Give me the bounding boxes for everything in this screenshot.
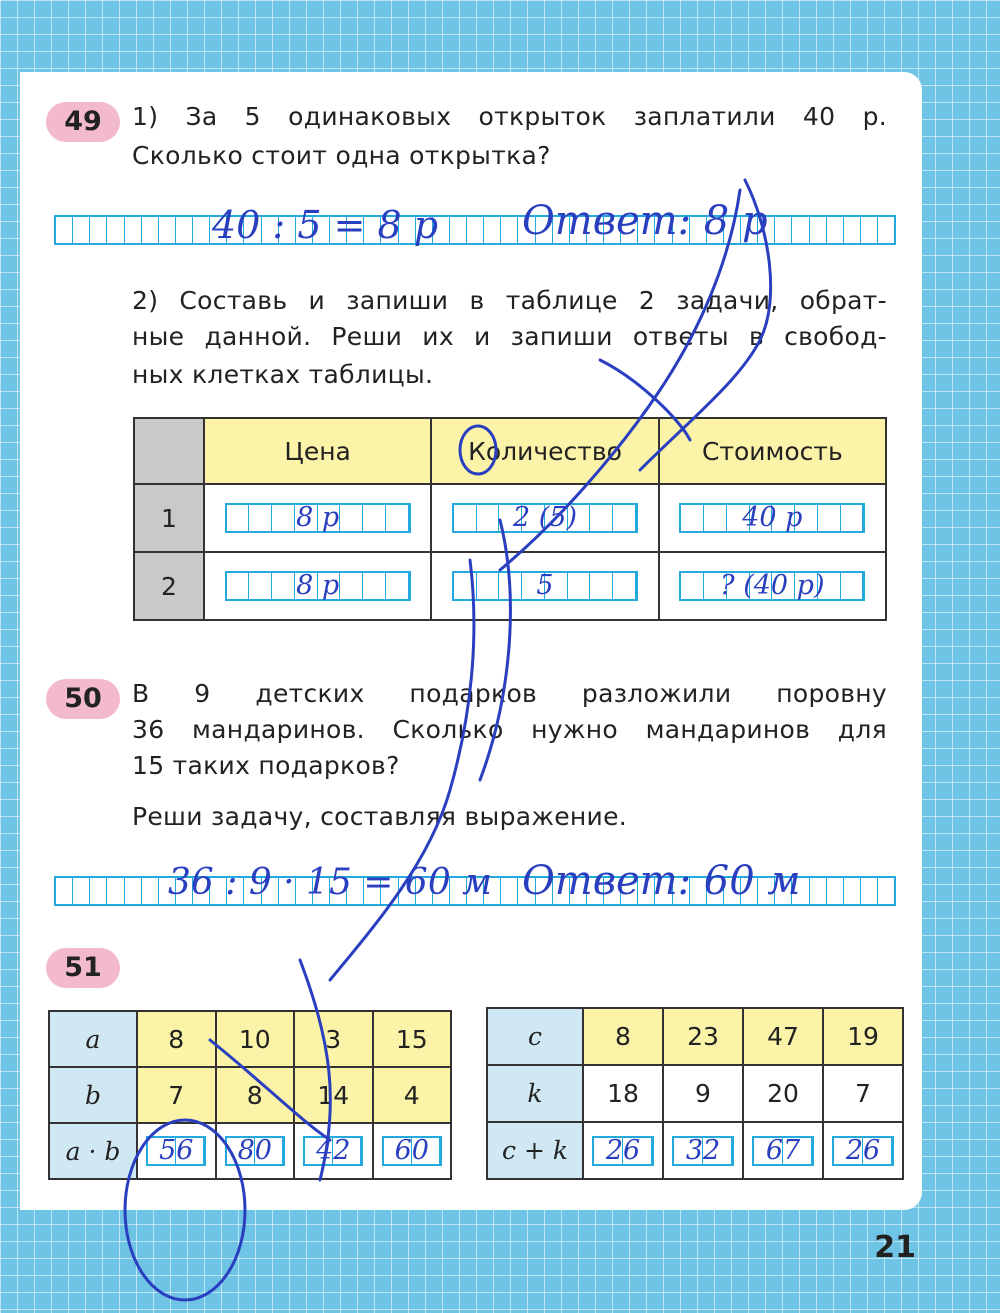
cell-ck[interactable]: [823, 1122, 903, 1179]
header-cost: Стоимость: [659, 418, 886, 484]
handwritten-value: 5: [536, 570, 554, 601]
cell-c: 47: [743, 1008, 823, 1065]
task-49-handwritten-answer: Ответ: 8 р: [522, 198, 768, 244]
task-50-line2: 36 мандаринов. Сколько нужно мандаринов для: [132, 715, 887, 744]
task-51-table-right: [486, 1007, 904, 1180]
task-50-badge: 50: [46, 679, 120, 719]
header-price: Цена: [204, 418, 431, 484]
cell-c: 19: [823, 1008, 903, 1065]
task-49-part2-line2: ные данной. Реши их и запиши ответы в свобод-: [132, 322, 887, 351]
task-50-handwritten-answer: Ответ: 60 м: [522, 858, 801, 904]
cell-c: 23: [663, 1008, 743, 1065]
header-quantity: Количество: [431, 418, 658, 484]
task-49-answer-strip[interactable]: [54, 215, 896, 245]
cell-ab[interactable]: [137, 1123, 216, 1179]
cell-cost[interactable]: [659, 552, 886, 620]
table-corner: [134, 418, 204, 484]
cell-a: 15: [373, 1011, 452, 1067]
handwritten-value: 67: [765, 1134, 801, 1166]
cell-a: 3: [294, 1011, 373, 1067]
cell-b: 14: [294, 1067, 373, 1123]
cell-ab[interactable]: [294, 1123, 373, 1179]
handwritten-value: 32: [685, 1134, 721, 1166]
row-label-ab: a · b: [49, 1123, 137, 1179]
cell-price[interactable]: [204, 484, 431, 552]
task-49-handwritten-solution: 40 : 5 = 8 р: [212, 203, 439, 247]
task-50-line3: 15 таких подарков?: [132, 751, 400, 780]
cell-c: 8: [583, 1008, 663, 1065]
handwritten-value: 42: [316, 1135, 351, 1166]
handwritten-value: 2 (5): [512, 502, 577, 533]
task-49-badge: 49: [46, 102, 120, 142]
cell-ab[interactable]: [373, 1123, 452, 1179]
handwritten-value: 80: [237, 1135, 272, 1166]
cell-quantity[interactable]: [431, 552, 658, 620]
row-label-b: b: [49, 1067, 137, 1123]
page-number: 21: [874, 1230, 916, 1265]
task-50-line4: Реши задачу, составляя выражение.: [132, 802, 627, 831]
handwritten-value: 56: [159, 1135, 194, 1166]
row-label: 2: [134, 552, 204, 620]
task-50-handwritten-solution: 36 : 9 · 15 = 60 м: [168, 862, 493, 903]
handwritten-value: 40 р: [742, 502, 803, 533]
cell-a: 10: [216, 1011, 295, 1067]
row-label-a: a: [49, 1011, 137, 1067]
cell-a: 8: [137, 1011, 216, 1067]
cell-ck[interactable]: [583, 1122, 663, 1179]
cell-k: 18: [583, 1065, 663, 1122]
task-49-part2-line1: 2) Составь и запиши в таблице 2 задачи, обрат-: [132, 286, 887, 315]
handwritten-value: 26: [845, 1134, 881, 1166]
cell-k: 9: [663, 1065, 743, 1122]
cell-ck[interactable]: [663, 1122, 743, 1179]
task-49-line2: Сколько стоит одна открытка?: [132, 141, 551, 170]
handwritten-value: 8 р: [296, 570, 340, 601]
cell-b: 4: [373, 1067, 452, 1123]
row-label-ck: c + k: [487, 1122, 583, 1179]
cell-k: 7: [823, 1065, 903, 1122]
cell-price[interactable]: [204, 552, 431, 620]
handwritten-value: 60: [394, 1135, 429, 1166]
task-49-part2-line3: ных клетках таблицы.: [132, 360, 434, 389]
cell-quantity[interactable]: [431, 484, 658, 552]
cell-b: 7: [137, 1067, 216, 1123]
handwritten-value: ? (40 р): [720, 570, 825, 601]
row-label-k: k: [487, 1065, 583, 1122]
task-51-table-left: [48, 1010, 452, 1180]
row-label-c: c: [487, 1008, 583, 1065]
handwritten-value: 26: [605, 1134, 641, 1166]
cell-ab[interactable]: [216, 1123, 295, 1179]
cell-k: 20: [743, 1065, 823, 1122]
row-label: 1: [134, 484, 204, 552]
task-50-line1: В 9 детских подарков разложили поровну: [132, 679, 887, 708]
cell-ck[interactable]: [743, 1122, 823, 1179]
handwritten-value: 8 р: [296, 502, 340, 533]
task-49-line1: 1) За 5 одинаковых открыток заплатили 40 р.: [132, 102, 887, 131]
task-51-badge: 51: [46, 948, 120, 988]
task-49-table: [133, 417, 887, 621]
cell-b: 8: [216, 1067, 295, 1123]
cell-cost[interactable]: [659, 484, 886, 552]
